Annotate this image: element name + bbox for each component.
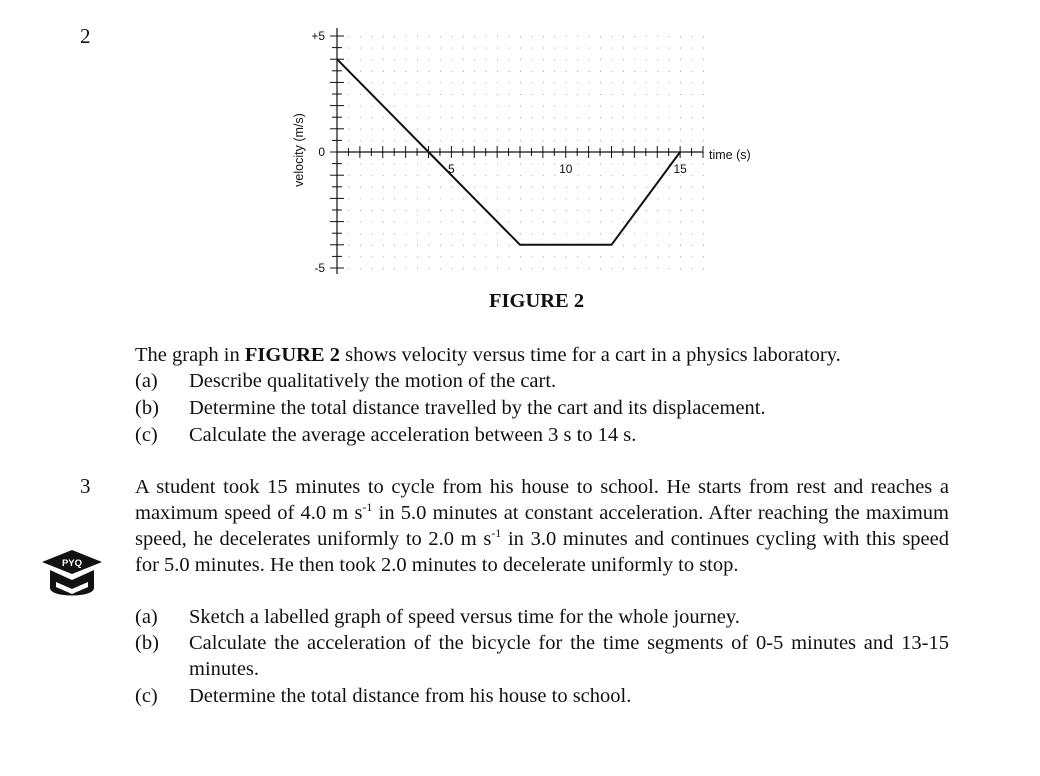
figure-caption: FIGURE 2 bbox=[489, 290, 585, 312]
y-tick-label: +5 bbox=[311, 29, 325, 43]
x-axis-label: time (s) bbox=[709, 148, 751, 162]
q3-intro-2: in 5.0 minutes at constant acceleration. After reaching the maximum speed, he decelerates uniformly to 2.0 m s bbox=[135, 502, 949, 550]
q2-intro-pre: The graph in bbox=[135, 344, 245, 366]
y-tick-label: -5 bbox=[314, 261, 325, 275]
q3-part-a bbox=[135, 604, 955, 630]
part-text: Calculate the average acceleration between 3 s to 14 s. bbox=[189, 424, 637, 446]
part-label: (c) bbox=[135, 424, 158, 446]
y-tick-label: 0 bbox=[318, 145, 325, 159]
q2-intro-figure-ref: FIGURE 2 bbox=[244, 344, 340, 366]
pyq-badge bbox=[40, 548, 104, 604]
question-number-2: 2 bbox=[80, 24, 91, 48]
q3-intro-3: in 3.0 minutes and continues cycling with this speed for 5.0 minutes. He then took 2.0 minutes to decelerate uniformly to stop. bbox=[135, 528, 949, 576]
q2-intro-post: shows velocity versus time for a cart in a physics laboratory. bbox=[339, 344, 841, 366]
q3-part-c bbox=[135, 683, 955, 709]
part-label: (a) bbox=[135, 370, 158, 392]
q3-unit-exponent-2: -1 bbox=[491, 526, 502, 540]
q2-part-c bbox=[135, 422, 955, 448]
x-tick-label: 5 bbox=[448, 162, 455, 176]
part-text: Sketch a labelled graph of speed versus time for the whole journey. bbox=[189, 606, 740, 628]
part-label: (c) bbox=[135, 685, 158, 707]
graduation-cap-icon bbox=[42, 550, 102, 596]
question-number-3: 3 bbox=[80, 474, 91, 498]
y-axis-label: velocity (m/s) bbox=[292, 113, 306, 187]
x-tick-label: 15 bbox=[673, 162, 687, 176]
pyq-label: PYQ bbox=[61, 558, 83, 569]
q3-intro bbox=[135, 474, 949, 578]
part-label: (b) bbox=[135, 632, 159, 654]
q2-intro bbox=[135, 342, 955, 368]
velocity-time-chart bbox=[0, 0, 1040, 330]
part-text: Calculate the acceleration of the bicycle for the time segments of 0-5 minutes and 13-15 minutes. bbox=[189, 632, 949, 680]
part-label: (a) bbox=[135, 606, 158, 628]
q2-part-b bbox=[135, 395, 955, 421]
part-text: Describe qualitatively the motion of the cart. bbox=[189, 370, 557, 392]
part-text: Determine the total distance from his house to school. bbox=[189, 685, 632, 707]
part-text: Determine the total distance travelled by the cart and its displacement. bbox=[189, 397, 766, 419]
q3-intro-1: A student took 15 minutes to cycle from his house to school. He starts from rest and reaches a maximum speed of 4.0 m s bbox=[135, 476, 949, 524]
q3-unit-exponent-1: -1 bbox=[362, 500, 373, 514]
part-label: (b) bbox=[135, 397, 159, 419]
q2-part-a bbox=[135, 368, 955, 394]
q3-part-b bbox=[135, 630, 955, 682]
x-tick-label: 10 bbox=[559, 162, 573, 176]
